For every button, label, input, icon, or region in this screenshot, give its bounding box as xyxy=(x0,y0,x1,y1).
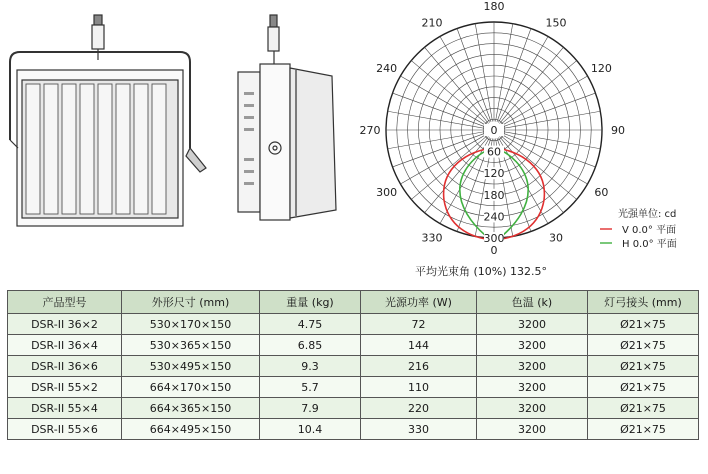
legend-item-v-plane xyxy=(600,224,676,236)
cell-color-temp: 3200 xyxy=(477,419,588,440)
polar-luminous-diagram xyxy=(360,0,677,278)
cell-dimensions: 664×365×150 xyxy=(122,398,260,419)
polar-angle-label: 270 xyxy=(359,124,381,137)
cell-spigot: Ø21×75 xyxy=(588,377,699,398)
col-header-power: 光源功率 (W) xyxy=(361,291,477,314)
polar-angle-label: 240 xyxy=(376,62,398,75)
polar-angle-label: 150 xyxy=(545,16,567,30)
cell-dimensions: 664×170×150 xyxy=(122,377,260,398)
cell-weight: 4.75 xyxy=(260,314,361,335)
polar-spoke xyxy=(411,136,487,200)
table-row xyxy=(8,356,699,377)
cell-weight: 7.9 xyxy=(260,398,361,419)
polar-spoke xyxy=(388,111,486,128)
polar-radial-label: 0 xyxy=(490,124,498,137)
polar-angle-label: 90 xyxy=(611,124,625,137)
polar-angle-label: 330 xyxy=(421,231,443,245)
cell-color-temp: 3200 xyxy=(477,314,588,335)
cell-model: DSR-II 36×6 xyxy=(8,356,122,377)
polar-spoke xyxy=(425,137,489,213)
col-header-color-temp: 色温 (k) xyxy=(477,291,588,314)
cell-power: 144 xyxy=(361,335,477,356)
front-view-drawing xyxy=(10,15,206,226)
beam-angle-label: 平均光束角 (10%) 132.5° xyxy=(415,265,548,278)
cell-color-temp: 3200 xyxy=(477,377,588,398)
cell-weight: 6.85 xyxy=(260,335,361,356)
col-header-spigot: 灯弓接头 (mm) xyxy=(588,291,699,314)
legend-h-plane-label: H 0.0° 平面 xyxy=(622,239,677,250)
polar-angle-label: 30 xyxy=(549,231,563,245)
polar-spoke xyxy=(500,47,564,123)
polar-spoke xyxy=(425,47,489,123)
polar-radial-label: 180 xyxy=(483,188,505,202)
product-spec-table xyxy=(7,290,699,440)
polar-spoke xyxy=(503,111,601,128)
cell-dimensions: 664×495×150 xyxy=(122,419,260,440)
table-row xyxy=(8,377,699,398)
table-row xyxy=(8,335,699,356)
side-view-drawing xyxy=(238,15,336,220)
cell-model: DSR-II 36×4 xyxy=(8,335,122,356)
table-row xyxy=(8,419,699,440)
polar-spoke xyxy=(496,24,513,122)
cell-color-temp: 3200 xyxy=(477,356,588,377)
cell-power: 220 xyxy=(361,398,477,419)
cell-weight: 10.4 xyxy=(260,419,361,440)
col-header-weight: 重量 (kg) xyxy=(260,291,361,314)
polar-spoke xyxy=(500,137,564,213)
polar-spoke xyxy=(411,61,487,125)
polar-spoke xyxy=(503,132,601,149)
polar-spoke xyxy=(501,136,577,200)
cell-power: 330 xyxy=(361,419,477,440)
col-header-model: 产品型号 xyxy=(8,291,122,314)
cell-spigot: Ø21×75 xyxy=(588,314,699,335)
cell-dimensions: 530×365×150 xyxy=(122,335,260,356)
legend-item-h-plane xyxy=(600,238,677,250)
intensity-unit-label: 光强单位: cd xyxy=(618,209,677,220)
polar-spoke xyxy=(501,61,577,125)
cell-dimensions: 530×495×150 xyxy=(122,356,260,377)
cell-model: DSR-II 55×2 xyxy=(8,377,122,398)
polar-spoke xyxy=(388,132,486,149)
cell-spigot: Ø21×75 xyxy=(588,398,699,419)
table-row xyxy=(8,398,699,419)
cell-dimensions: 530×170×150 xyxy=(122,314,260,335)
cell-power: 72 xyxy=(361,314,477,335)
polar-angle-label: 120 xyxy=(590,62,612,75)
table-header-row xyxy=(8,291,699,314)
cell-spigot: Ø21×75 xyxy=(588,335,699,356)
legend-v-plane-label: V 0.0° 平面 xyxy=(622,225,677,236)
polar-radial-label: 120 xyxy=(483,167,505,181)
polar-angle-label: 180 xyxy=(483,0,505,13)
cell-color-temp: 3200 xyxy=(477,398,588,419)
table-row xyxy=(8,314,699,335)
polar-angle-label: 300 xyxy=(376,186,398,199)
cell-weight: 5.7 xyxy=(260,377,361,398)
cell-model: DSR-II 36×2 xyxy=(8,314,122,335)
cell-model: DSR-II 55×6 xyxy=(8,419,122,440)
cell-model: DSR-II 55×4 xyxy=(8,398,122,419)
cell-spigot: Ø21×75 xyxy=(588,356,699,377)
polar-spoke xyxy=(475,24,492,122)
polar-radial-label: 300 xyxy=(483,232,505,245)
polar-radial-label: 240 xyxy=(483,210,505,224)
polar-angle-label: 60 xyxy=(594,186,609,199)
col-header-dimensions: 外形尺寸 (mm) xyxy=(122,291,260,314)
polar-radial-label: 60 xyxy=(487,145,501,159)
cell-power: 216 xyxy=(361,356,477,377)
polar-angle-label: 0 xyxy=(490,244,498,257)
cell-spigot: Ø21×75 xyxy=(588,419,699,440)
cell-power: 110 xyxy=(361,377,477,398)
cell-color-temp: 3200 xyxy=(477,335,588,356)
polar-angle-label: 210 xyxy=(421,16,443,30)
cell-weight: 9.3 xyxy=(260,356,361,377)
